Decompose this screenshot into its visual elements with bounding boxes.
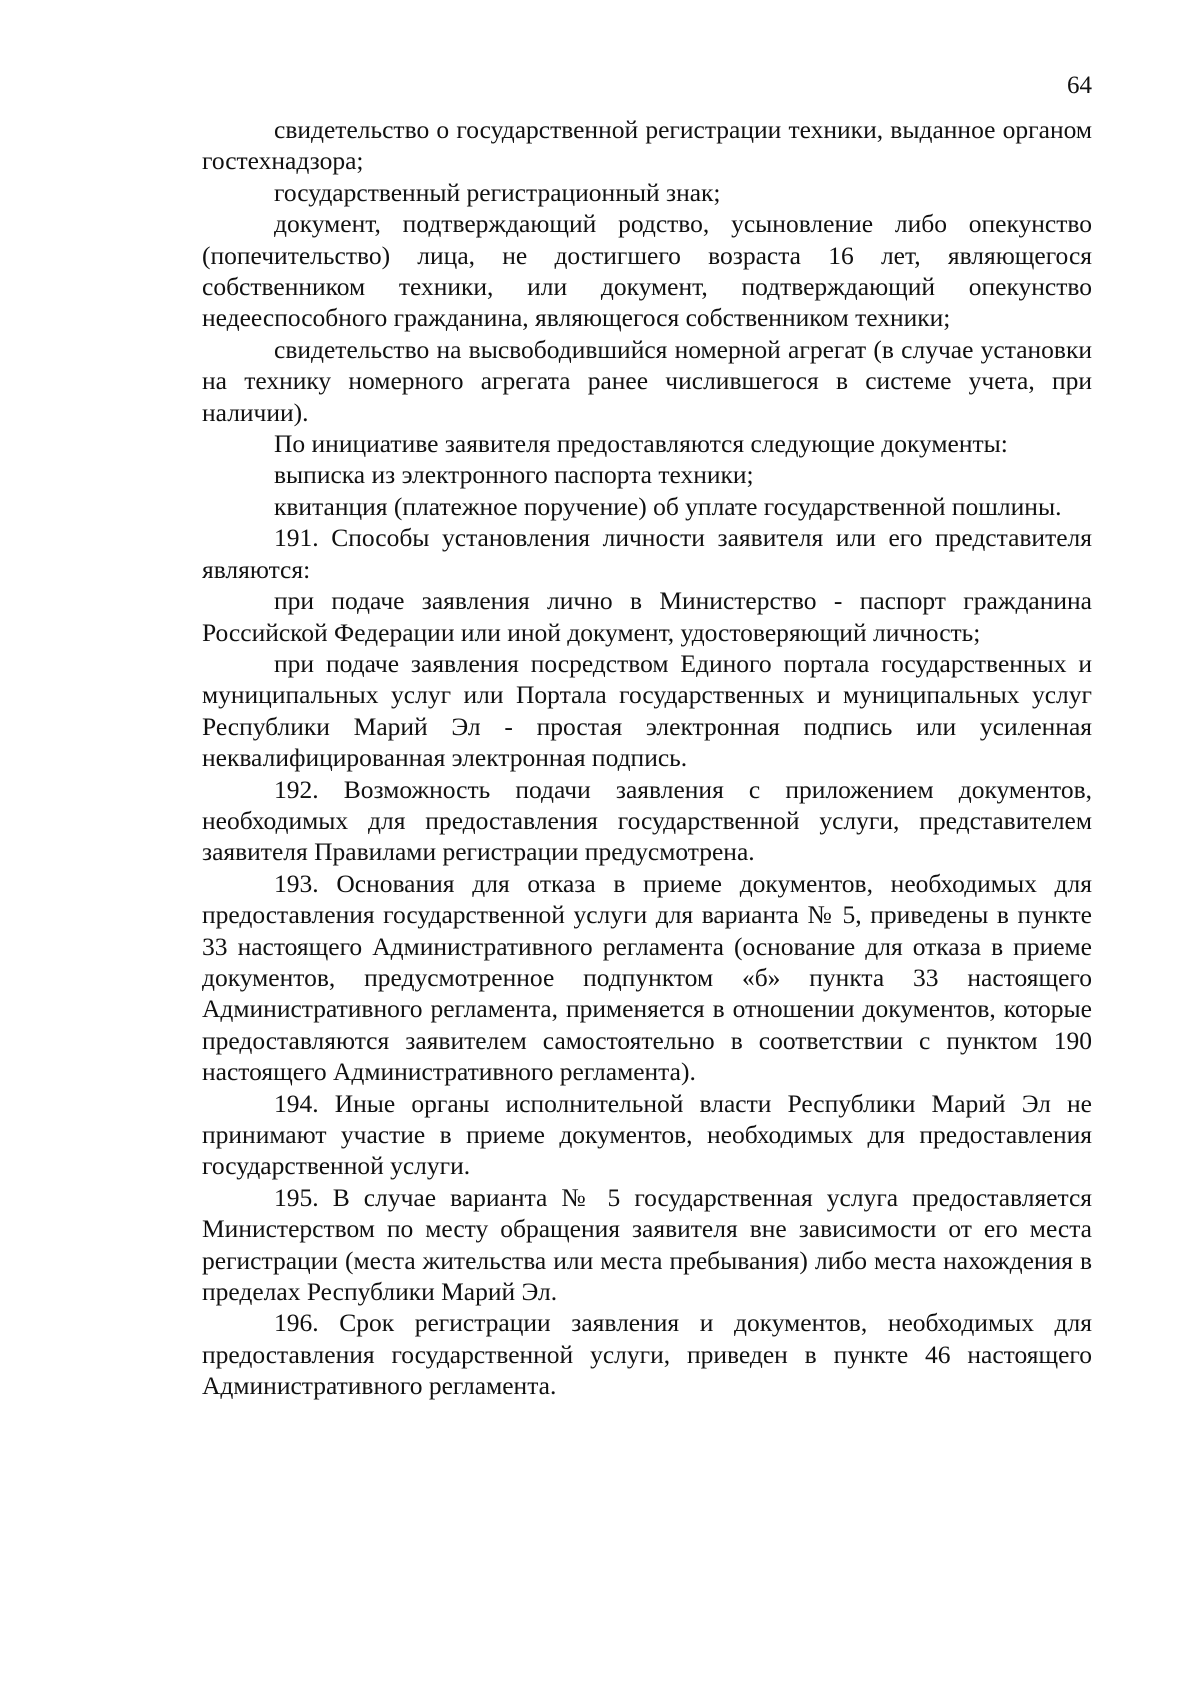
paragraph-in-person: при подаче заявления лично в Министерство - паспорт гражданина Российской Федерации или иной документ, удостоверяющий личность; <box>202 586 1092 647</box>
paragraph-passport-extract: выписка из электронного паспорта техники; <box>274 460 754 490</box>
document-body <box>202 114 1092 1402</box>
paragraph-195: 195. В случае варианта № 5 государственная услуга предоставляется Министерством по месту обращения заявителя вне зависимости от его места регистрации (места жительства или места пребывания) либо места нахождения в пределах Республики Марий Эл. <box>202 1182 1092 1307</box>
paragraph-193: 193. Основания для отказа в приеме документов, необходимых для предоставления государственной услуги для варианта № 5, приведены в пункте 33 настоящего Административного регламента (основание для отказа в приеме документов, предусмотренное подпунктом «б» пункта 33 настоящего Административного регламента, применяется в отношении документов, которые предоставляются заявителем самостоятельно в соответствии с пунктом 190 настоящего Административного регламента). <box>202 868 1092 1087</box>
paragraph-unit-certificate: свидетельство на высвободившийся номерной агрегат (в случае установки на технику номерного агрегата ранее числившегося в системе учета, при наличии). <box>202 334 1092 427</box>
paragraph-192: 192. Возможность подачи заявления с приложением документов, необходимых для предоставления государственной услуги, представителем заявителя Правилами регистрации предусмотрена. <box>202 774 1092 867</box>
paragraph-fee-receipt: квитанция (платежное поручение) об уплате государственной пошлины. <box>274 491 1062 521</box>
page-number: 64 <box>1067 72 1092 99</box>
paragraph-via-portal: при подаче заявления посредством Единого портала государственных и муниципальных услуг или Портала государственных и муниципальных услуг Республики Марий Эл - простая электронная подпись или усиленная неквалифицированная электронная подпись. <box>202 648 1092 773</box>
paragraph-196: 196. Срок регистрации заявления и документов, необходимых для предоставления государственной услуги, приведен в пункте 46 настоящего Административного регламента. <box>202 1308 1092 1401</box>
paragraph-initiative-documents: По инициативе заявителя предоставляются следующие документы: <box>274 429 1008 459</box>
paragraph-registration-plate: государственный регистрационный знак; <box>274 177 721 207</box>
paragraph-191: 191. Способы установления личности заявителя или его представителя являются: <box>202 523 1092 584</box>
paragraph-194: 194. Иные органы исполнительной власти Республики Марий Эл не принимают участие в приеме документов, необходимых для предоставления государственной услуги. <box>202 1088 1092 1181</box>
paragraph-kinship-document: документ, подтверждающий родство, усыновление либо опекунство (попечительство) лица, не достигшего возраста 16 лет, являющегося собственником техники, или документ, подтверждающий опекунство недееспособного гражданина, являющегося собственником техники; <box>202 209 1092 333</box>
paragraph-certificate: свидетельство о государственной регистрации техники, выданное органом гостехнадзора; <box>202 115 1092 176</box>
